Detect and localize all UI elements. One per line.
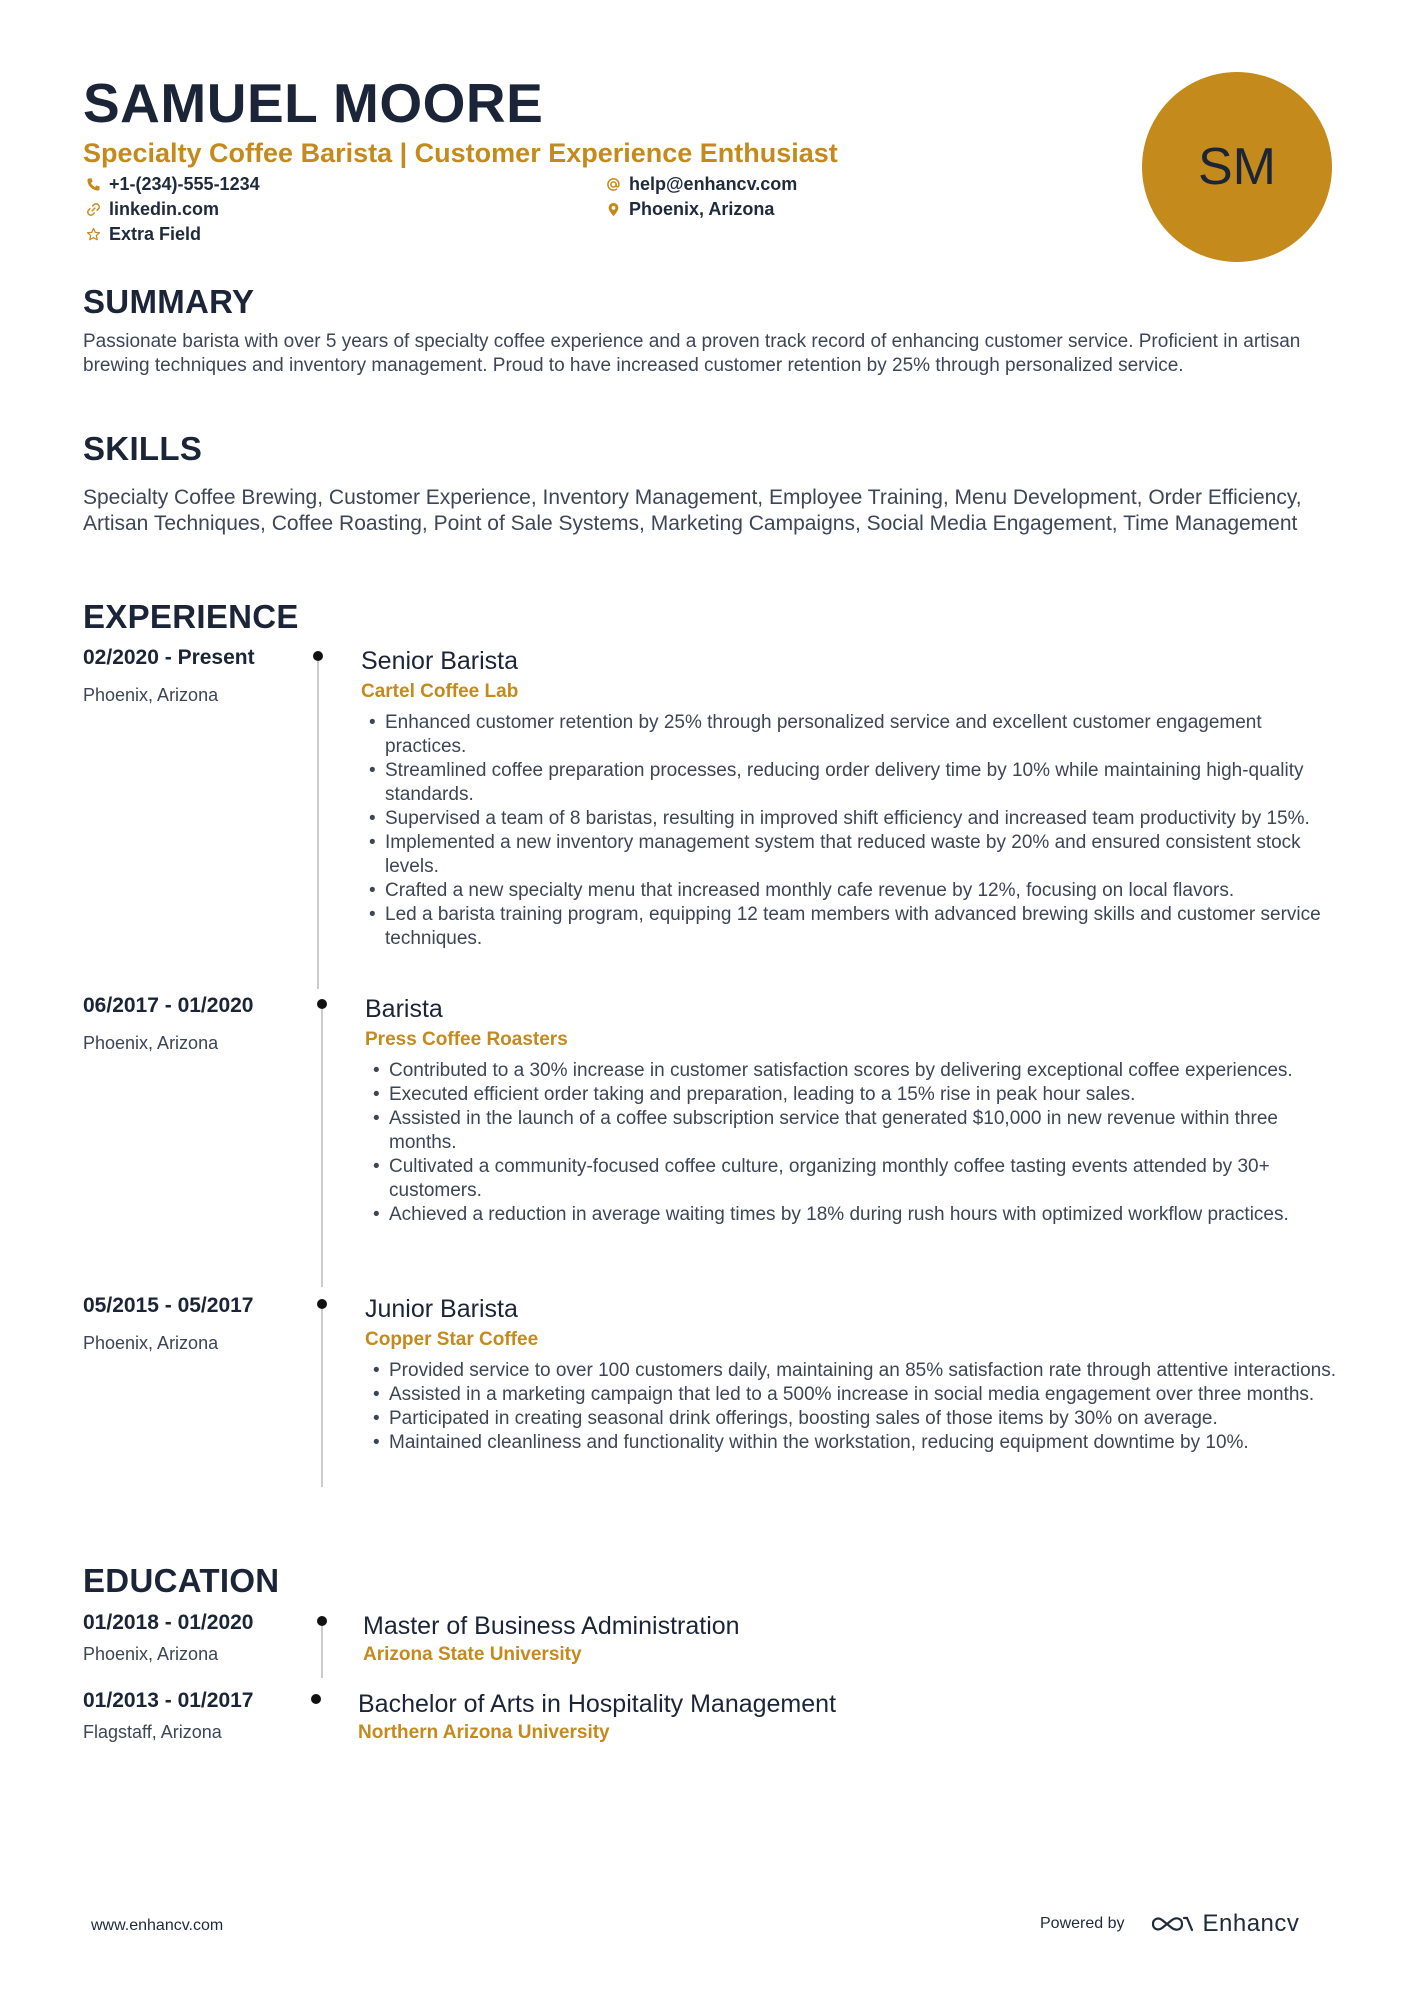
entry-dates: 05/2015 - 05/2017 [83,1294,254,1317]
skills-text: Specialty Coffee Brewing, Customer Experience, Inventory Management, Employee Training, Menu Development, Order Efficiency, Artisan Techniques, Coffee Roasting, Point of Sale Systems, Marketing Campaigns, Social Media Engagement, Time Management [83,486,1302,535]
map-pin-icon [603,199,623,219]
bullet-item: • Maintained cleanliness and functionality within the workstation, reducing equipment downtime by 10%. [365,1431,1338,1455]
entry-degree: Bachelor of Arts in Hospitality Management [358,1690,837,1718]
contact-email[interactable] [603,172,797,196]
entry-degree: Master of Business Administration [363,1612,740,1640]
bullet-item: • Provided service to over 100 customers daily, maintaining an 85% satisfaction rate through attentive interactions. [365,1359,1338,1383]
contact-phone[interactable] [83,172,260,196]
entry-details [365,1293,1338,1455]
entry-location: Phoenix, Arizona [83,1333,219,1353]
bullet-item: • Executed efficient order taking and preparation, leading to a 15% rise in peak hour sales. [365,1083,1338,1107]
experience-entry [83,1293,1338,1493]
timeline-dot [313,651,323,661]
bullet-item: • Participated in creating seasonal drink offerings, boosting sales of those items by 30% on average. [365,1407,1338,1431]
entry-role: Junior Barista [365,1295,518,1323]
bullet-item: • Enhanced customer retention by 25% through personalized service and excellent customer engagement practices. [361,711,1338,759]
enhancv-logo[interactable] [1149,1910,1300,1938]
entry-dates: 02/2020 - Present [83,646,255,669]
entry-role: Barista [365,995,443,1023]
experience-entry [83,645,1338,985]
footer-website[interactable]: www.enhancv.com [91,1917,224,1934]
entry-location: Phoenix, Arizona [83,685,219,705]
link-icon [83,199,103,219]
education-entry [83,1688,1338,1758]
candidate-headline: Specialty Coffee Barista | Customer Experience Enthusiast [83,138,838,168]
star-icon [83,224,103,244]
bullet-item: • Implemented a new inventory management system that reduced waste by 20% and ensured consistent stock levels. [361,831,1338,879]
entry-details [358,1688,1338,1746]
email-text: help@enhancv.com [629,173,798,194]
candidate-name: SAMUEL MOORE [83,72,544,134]
timeline-line [317,661,319,989]
entry-dates: 01/2013 - 01/2017 [83,1689,254,1712]
entry-bullets [361,711,1338,951]
bullet-item: • Streamlined coffee preparation processes, reducing order delivery time by 10% while maintaining high-quality standards. [361,759,1338,807]
phone-text: +1-(234)-555-1234 [109,173,260,194]
entry-company: Cartel Coffee Lab [361,681,519,702]
timeline-dot [317,1616,327,1626]
enhancv-logo-icon [1149,1911,1195,1937]
timeline-dot [317,999,327,1009]
entry-details [365,993,1338,1227]
education-entry [83,1610,1338,1680]
timeline-dot [311,1694,321,1704]
entry-details [363,1610,1338,1668]
contact-extra [83,222,201,246]
education-heading: EDUCATION [83,1562,280,1599]
entry-location: Flagstaff, Arizona [83,1722,222,1742]
enhancv-wordmark: Enhancv [1202,1910,1300,1937]
powered-by-label: Powered by [1040,1915,1125,1932]
entry-bullets [365,1359,1338,1455]
bullet-item: • Assisted in the launch of a coffee subscription service that generated $10,000 in new revenue within three months. [365,1107,1338,1155]
at-icon [603,174,623,194]
experience-entry [83,993,1338,1293]
phone-icon [83,174,103,194]
footer-branding [1040,1910,1299,1938]
experience-heading: EXPERIENCE [83,598,299,635]
bullet-item: • Assisted in a marketing campaign that led to a 500% increase in social media engagement over three months. [365,1383,1338,1407]
avatar [1142,72,1332,262]
entry-company: Press Coffee Roasters [365,1029,568,1050]
timeline-line [321,1626,323,1678]
summary-text: Passionate barista with over 5 years of specialty coffee experience and a proven track record of enhancing customer service. Proficient in artisan brewing techniques and inventory management. Proud to have increased customer retention by 25% through personalized service. [83,331,1301,376]
entry-bullets [365,1059,1338,1227]
extra-field-text: Extra Field [109,223,202,244]
entry-company: Copper Star Coffee [365,1329,539,1350]
entry-location: Phoenix, Arizona [83,1033,219,1053]
contact-linkedin[interactable] [83,197,219,221]
timeline-dot [317,1299,327,1309]
contact-info [83,172,1083,252]
entry-dates: 06/2017 - 01/2020 [83,994,254,1017]
skills-heading: SKILLS [83,430,203,467]
location-text: Phoenix, Arizona [629,198,775,219]
avatar-initials: SM [1198,138,1276,196]
contact-location [603,197,774,221]
linkedin-text: linkedin.com [109,198,220,219]
summary-heading: SUMMARY [83,283,255,320]
entry-school: Northern Arizona University [358,1722,610,1743]
bullet-item: • Supervised a team of 8 baristas, resulting in improved shift efficiency and increased team productivity by 15%. [361,807,1338,831]
timeline-line [321,1009,323,1287]
entry-school: Arizona State University [363,1644,582,1665]
entry-details [361,645,1338,951]
bullet-item: • Contributed to a 30% increase in customer satisfaction scores by delivering exceptional coffee experiences. [365,1059,1338,1083]
bullet-item: • Led a barista training program, equipping 12 team members with advanced brewing skills and customer service techniques. [361,903,1338,951]
entry-location: Phoenix, Arizona [83,1644,219,1664]
entry-dates: 01/2018 - 01/2020 [83,1611,254,1634]
bullet-item: • Cultivated a community-focused coffee culture, organizing monthly coffee tasting events attended by 30+ customers. [365,1155,1338,1203]
entry-role: Senior Barista [361,647,519,675]
timeline-line [321,1309,323,1487]
bullet-item: • Crafted a new specialty menu that increased monthly cafe revenue by 12%, focusing on local flavors. [361,879,1338,903]
bullet-item: • Achieved a reduction in average waiting times by 18% during rush hours with optimized workflow practices. [365,1203,1338,1227]
